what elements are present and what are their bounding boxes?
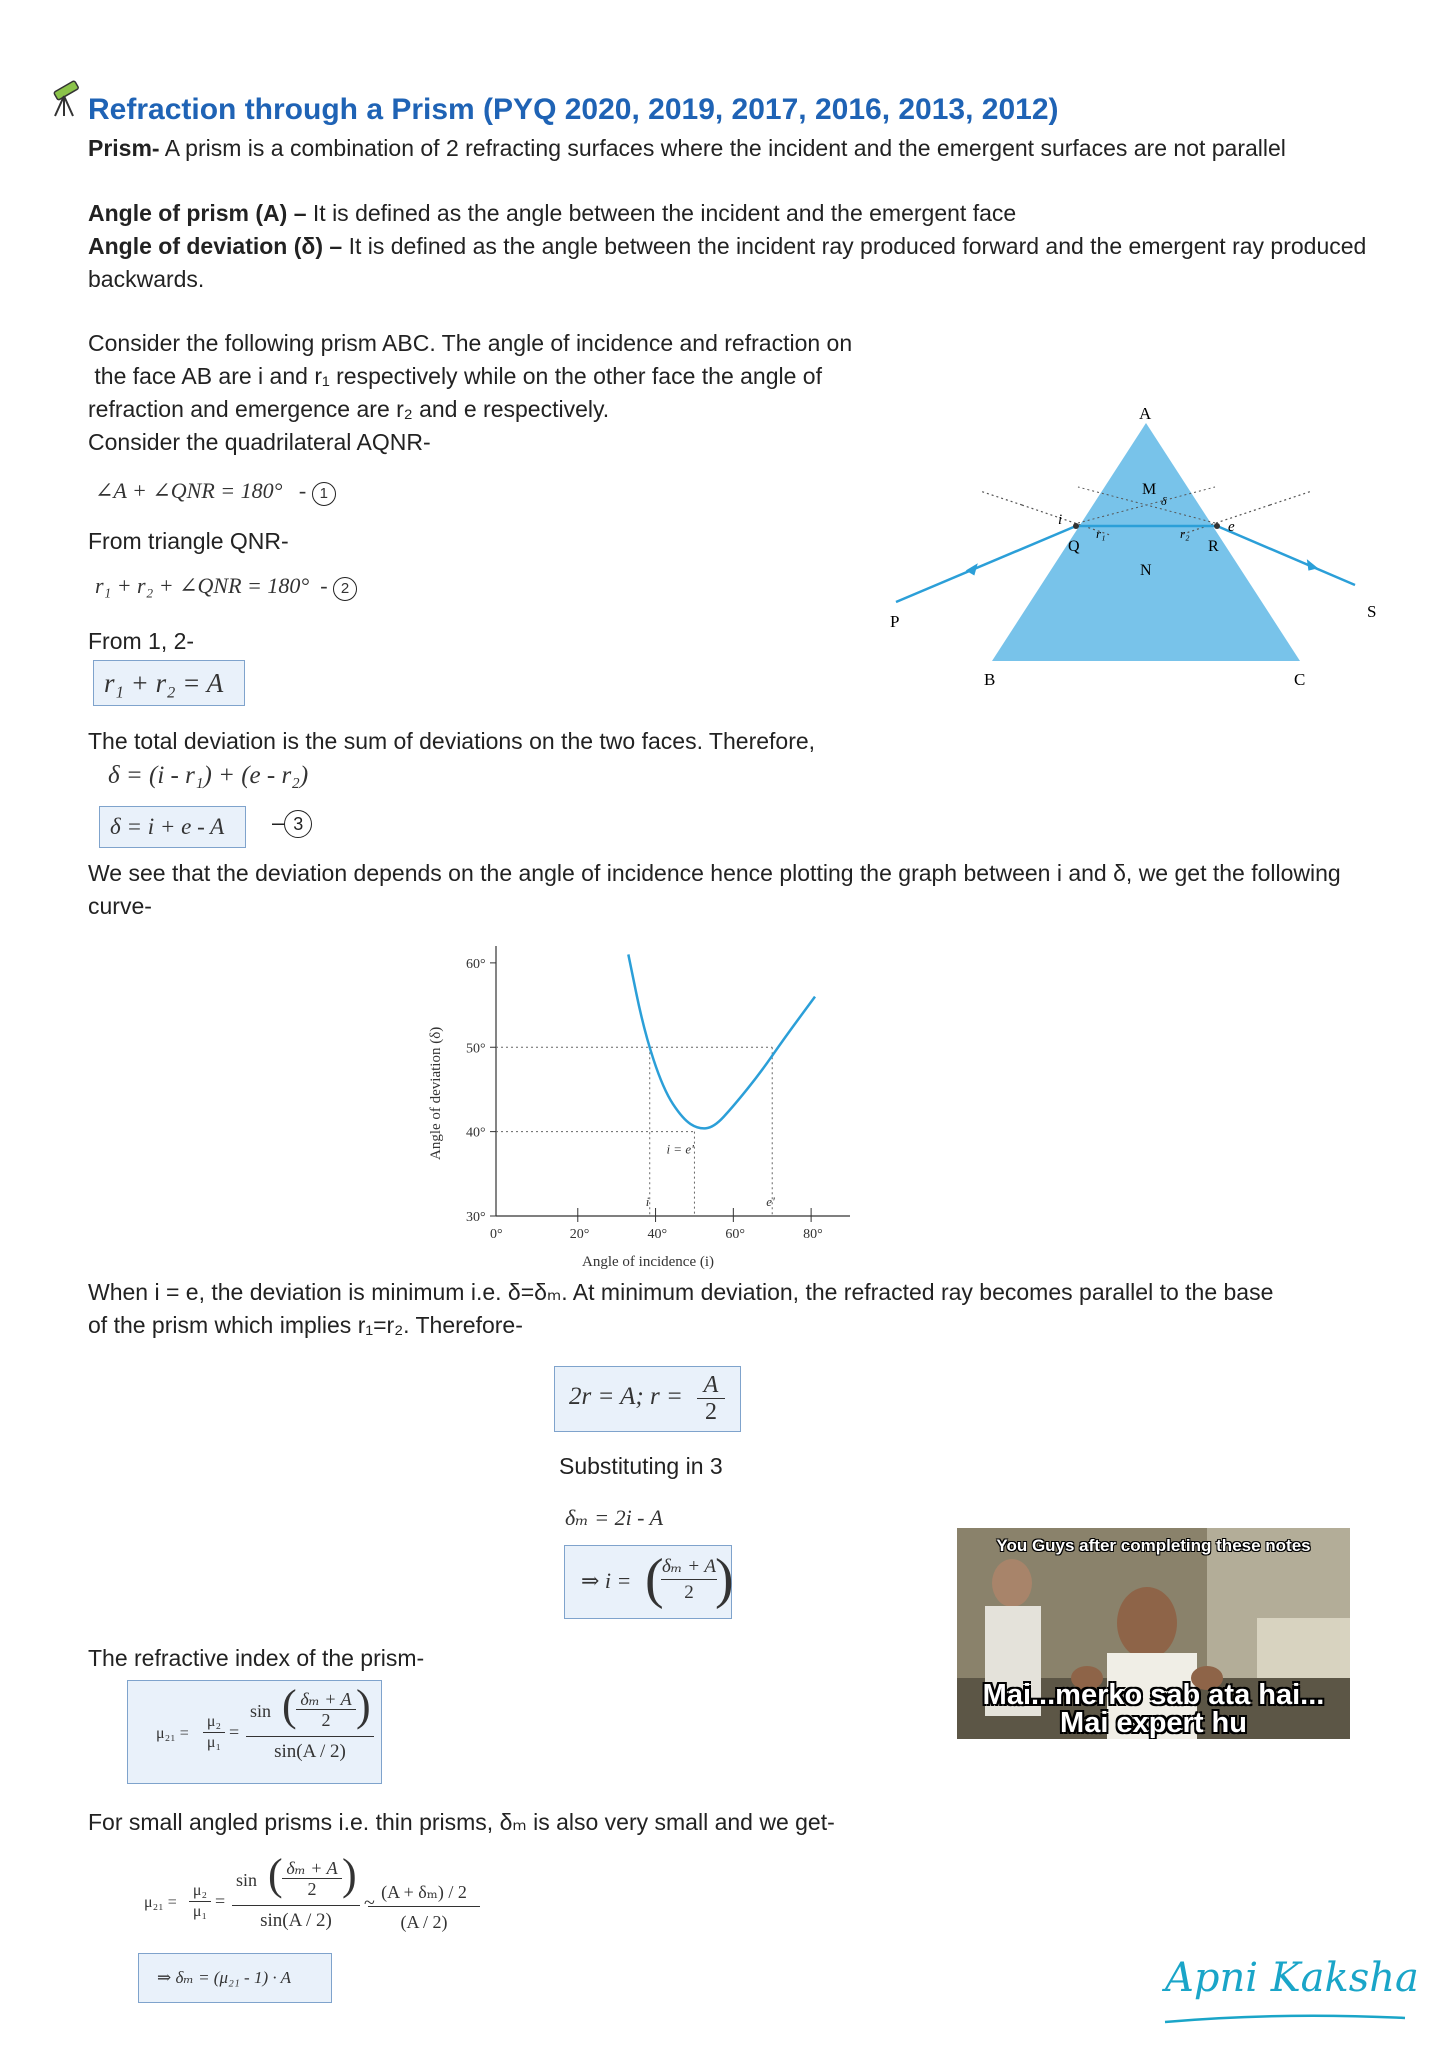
intro-line-4: Consider the quadrilateral AQNR- (88, 429, 431, 455)
small-angle-text: For small angled prisms i.e. thin prisms, δₘ is also very small and we get- (88, 1809, 835, 1835)
y-axis-label: Angle of deviation (δ) (428, 1026, 444, 1160)
final-equation: ⇒ δₘ = (μ₂₁ - 1) · A (157, 1968, 291, 1987)
thin-approx-den: (A / 2) (400, 1912, 448, 1932)
refractive-index-box: μ₂₁ = $\frac{\text{μ₂}}{\text{μ₁}}$ = sin ( $\frac{\text{δₘ + A}}{2}$ ) sin(A / 2) (127, 1680, 382, 1784)
min-dev-line-2: of the prism which implies r₁=r₂. Therefore- (88, 1312, 523, 1338)
e-annotation: e' (766, 1194, 775, 1209)
triangle-label: From triangle QNR- (88, 528, 289, 554)
label-C: C (1294, 670, 1306, 689)
angle-prism-text: It is defined as the angle between the incident and the emergent face (306, 200, 1017, 226)
equation-2: r₁ + r₂ + ∠QNR = 180° - 2 (95, 573, 357, 601)
mu-ratio-den: μ₁ (206, 1734, 222, 1751)
thin-eq: = (215, 1891, 226, 1911)
r-half-box (554, 1366, 741, 1432)
deviation-text: It is defined as the angle between the incident ray produced forward and the emergent ray produced backwards. (88, 233, 1367, 292)
intro-line-2: the face AB are i and r₁ respectively while on the other face the angle of (88, 363, 822, 389)
thin-ratio-num: μ₂ (189, 1881, 211, 1902)
mu-eq: = (229, 1722, 240, 1742)
label-R: R (1208, 538, 1219, 555)
deviation-equation-2: δ = i + e - A (110, 814, 225, 839)
y-tick-label: 50° (466, 1041, 486, 1057)
thin-approx-num: (A + δₘ) / 2 (368, 1878, 480, 1907)
r-half-den: 2 (705, 1399, 717, 1425)
final-equation-box (138, 1953, 332, 2003)
label-Q: Q (1068, 538, 1080, 555)
deviation-term: Angle of deviation (δ) – (88, 233, 343, 259)
mu-lhs: μ₂₁ = (156, 1725, 189, 1742)
thin-approx: ~ (364, 1892, 375, 1914)
label-delta: δ (1161, 494, 1167, 508)
deviation-curve (628, 954, 815, 1128)
i-den: 2 (684, 1582, 694, 1603)
r-half-left: 2r = A; r = (569, 1383, 683, 1410)
i-left: ⇒ i = (581, 1568, 632, 1593)
thin-prism-equation: μ₂₁ = $\frac{\text{μ₂}}{\text{μ₁}}$ = sin ( $\frac{\text{δₘ + A}}{2}$ ) sin(A / 2) ~ $\frac{\text{(A + δₘ) / 2}}{(A / 2)}$ (140, 1848, 480, 1948)
mu-den: sin(A / 2) (274, 1741, 346, 1762)
x-tick-label: 0° (490, 1227, 503, 1242)
i-annotation: i (645, 1194, 650, 1209)
meme-caption-1: Mai...merko sab ata hai... (982, 1679, 1325, 1711)
equation-3-marker: – 3 (272, 810, 312, 838)
thin-sin-den: 2 (307, 1879, 317, 1899)
label-r2: r₂ (1180, 526, 1190, 541)
thin-den: sin(A / 2) (260, 1910, 332, 1931)
brand-logo: Apni Kaksha (1165, 1955, 1419, 2001)
meme-top-text: You Guys after completing these notes (996, 1536, 1311, 1555)
mu-sin-den: 2 (321, 1710, 331, 1730)
definition-angle-prism (88, 197, 1378, 230)
thin-ratio-den: μ₁ (192, 1903, 208, 1920)
equation-1-tag: 1 (312, 482, 336, 506)
telescope-icon (48, 78, 82, 118)
prism-text: A prism is a combination of 2 refracting surfaces where the incident and the emergent surfaces are not parallel (159, 135, 1286, 161)
x-axis-label: Angle of incidence (i) (582, 1254, 715, 1270)
label-P: P (890, 612, 900, 631)
equation-1-text: ∠A + ∠QNR = 180° (95, 478, 283, 503)
min-dev-line-1: When i = e, the deviation is minimum i.e. δ=δₘ. At minimum deviation, the refracted ray becomes parallel to the base (88, 1279, 1274, 1305)
x-tick-label: 40° (647, 1227, 668, 1242)
thin-sin-num: δₘ + A (282, 1858, 342, 1879)
intro-line-3: refraction and emergence are r₂ and e respectively. (88, 396, 610, 422)
label-B: B (984, 670, 996, 689)
i-box: ⇒ i = ( $\frac{\text{δₘ + A}}{2}$ ) (564, 1545, 732, 1619)
definition-prism (88, 132, 1378, 165)
y-tick-label: 40° (466, 1125, 486, 1141)
r-sum-equation: r₁ + r₂ = A (104, 668, 224, 698)
page-title: Refraction through a Prism (PYQ 2020, 2019, 2017, 2016, 2013, 2012) (88, 93, 1059, 126)
label-M: M (1142, 481, 1157, 498)
mu-ratio-num: μ₂ (203, 1712, 225, 1733)
mu-sin-num: δₘ + A (296, 1689, 356, 1710)
thin-sin: sin (236, 1870, 258, 1890)
mu-sin: sin (250, 1701, 272, 1721)
x-tick-label: 80° (803, 1227, 823, 1242)
x-tick-label: 20° (569, 1227, 590, 1242)
definition-deviation (88, 230, 1378, 296)
total-deviation-text: The total deviation is the sum of deviations on the two faces. Therefore, (88, 728, 816, 754)
meme-image (957, 1528, 1350, 1739)
deviation-equation: δ = (i - r₁) + (e - r₂) (108, 762, 309, 789)
y-tick-label: 30° (466, 1210, 486, 1225)
equation-2-tag: 2 (333, 577, 357, 601)
dm-equation: δₘ = 2i - A (565, 1505, 664, 1530)
r-half-num: A (697, 1372, 725, 1399)
prism-term: Prism- (88, 135, 160, 161)
prism-diagram (880, 395, 1390, 695)
y-tick-label: 60° (466, 956, 486, 972)
label-e: e (1228, 519, 1235, 535)
equation-1: ∠A + ∠QNR = 180° - 1 (95, 478, 336, 506)
r-sum-box (93, 660, 245, 706)
label-N: N (1140, 562, 1152, 579)
refractive-index-label: The refractive index of the prism- (88, 1645, 425, 1671)
intro-line-1: Consider the following prism ABC. The angle of incidence and refraction on (88, 330, 853, 356)
label-S: S (1367, 602, 1377, 621)
i-num: δₘ + A (661, 1555, 717, 1580)
meme-caption-2: Mai expert hu (1060, 1707, 1247, 1739)
equation-2-text: r₁ + r₂ + ∠QNR = 180° (95, 573, 310, 598)
label-r1: r₁ (1096, 526, 1106, 541)
substituting-label: Substituting in 3 (559, 1453, 723, 1479)
label-A: A (1139, 404, 1152, 423)
deviation-box (99, 806, 246, 848)
thin-lhs: μ₂₁ = (144, 1894, 177, 1911)
x-tick-label: 60° (725, 1227, 745, 1242)
equation-3-tag: 3 (284, 810, 312, 838)
graph-intro-text: We see that the deviation depends on the angle of incidence hence plotting the graph between i and δ, we get the following curve- (88, 860, 1341, 919)
min-annotation: i = e' (666, 1141, 694, 1157)
brand-underline (1160, 2010, 1410, 2030)
deviation-chart (420, 930, 860, 1280)
label-i: i (1058, 512, 1063, 528)
from-1-2-label: From 1, 2- (88, 628, 195, 654)
angle-prism-term: Angle of prism (A) – (88, 200, 307, 226)
